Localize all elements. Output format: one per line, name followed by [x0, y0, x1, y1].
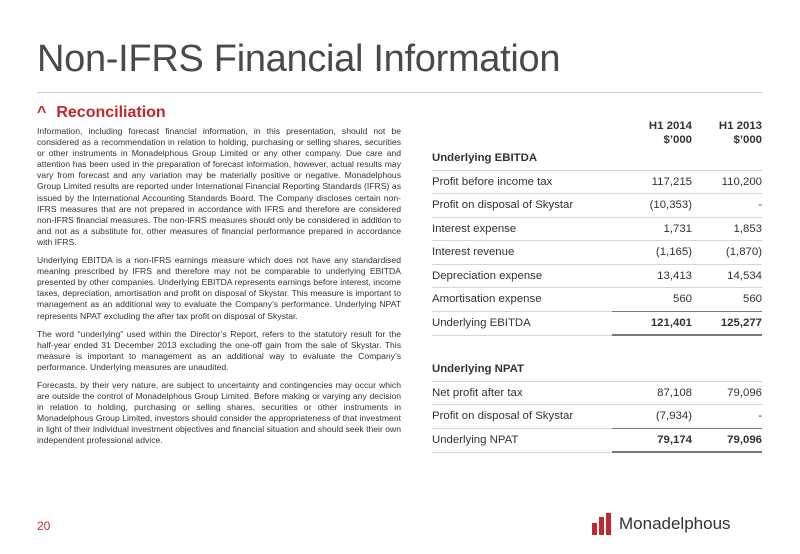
reconciliation-table [432, 117, 762, 453]
section-heading-npat: Underlying NPAT [432, 363, 524, 376]
logo-mark-icon [592, 513, 613, 535]
total-label: Underlying NPAT [432, 428, 612, 452]
table-total-row [432, 428, 762, 452]
table-header-row [432, 117, 762, 147]
title-divider [37, 92, 762, 93]
row-label: Net profit after tax [432, 381, 612, 405]
row-value-2013: (1,870) [692, 241, 762, 265]
table-row [432, 381, 762, 405]
row-value-2013: 79,096 [692, 381, 762, 405]
row-value-2014: 13,413 [612, 264, 692, 288]
column-header-h1-2014: H1 2014 $’000 [648, 120, 692, 146]
row-value-2014: (1,165) [612, 241, 692, 265]
row-value-2014: 1,731 [612, 217, 692, 241]
row-value-2014: 87,108 [612, 381, 692, 405]
table-row [432, 288, 762, 312]
paragraph: The word “underlying” used within the Director’s Report, refers to the statutory result for the half-year ended 31 December 2013 excluding the one-off gain from the sale of Skystar. This measure is important to management as an additional way to evaluate the Company’s performance. Underlying measures are unaudited. [37, 328, 401, 372]
total-value-2014: 121,401 [612, 311, 692, 335]
row-value-2014: (7,934) [612, 405, 692, 429]
column-header-h1-2013: H1 2013 $’000 [718, 120, 762, 146]
logo-text: Monadelphous [619, 514, 731, 533]
total-label: Underlying EBITDA [432, 311, 612, 335]
section-heading [37, 104, 166, 122]
row-label: Interest revenue [432, 241, 612, 265]
table-total-row [432, 311, 762, 335]
table-row [432, 170, 762, 194]
table-row [432, 241, 762, 265]
row-value-2014: 117,215 [612, 170, 692, 194]
section-heading-row [432, 147, 762, 170]
table-row [432, 405, 762, 429]
disclaimer-text [37, 126, 401, 454]
table-row [432, 194, 762, 218]
row-value-2013: 560 [692, 288, 762, 312]
row-label: Profit on disposal of Skystar [432, 405, 612, 429]
row-value-2013: - [692, 194, 762, 218]
row-label: Amortisation expense [432, 288, 612, 312]
section-heading-row [432, 358, 762, 381]
total-value-2013: 125,277 [692, 311, 762, 335]
paragraph: Underlying EBITDA is a non-IFRS earnings measure which does not have any standardised meaning prescribed by IFRS and therefore may not be comparable to underlying EBITDA presented by other companies. Underlying EBITDA represents earnings before interest, income taxes, depreciation, amortisation and profit on disposal of Skystar. This measure is important to management as an additional way to evaluate the Company’s performance. Underlying NPAT represents NPAT excluding the after tax profit on disposal of Skystar. [37, 255, 401, 321]
row-label: Profit on disposal of Skystar [432, 194, 612, 218]
total-value-2013: 79,096 [692, 428, 762, 452]
page-title: Non-IFRS Financial Information [37, 38, 561, 80]
row-value-2013: 110,200 [692, 170, 762, 194]
table-row [432, 264, 762, 288]
table-row [432, 217, 762, 241]
row-value-2014: (10,353) [612, 194, 692, 218]
row-value-2014: 560 [612, 288, 692, 312]
header-label-cell [432, 117, 612, 147]
row-value-2013: 1,853 [692, 217, 762, 241]
company-logo [592, 513, 731, 535]
paragraph: Forecasts, by their very nature, are subject to uncertainty and contingencies may occur which are outside the control of Monadelphous Group Limited. Before making or varying any decision in relation to holding, purchasing or selling shares, securities or other instruments in Monadelphous Group Limited, investors should consider the appropriateness of that investment in light of their individual investment objectives and financial situation and should seek their own independent professional advice. [37, 379, 401, 446]
total-value-2014: 79,174 [612, 428, 692, 452]
paragraph: Information, including forecast financial information, in this presentation, should not be considered as a recommendation in relation to holding, purchasing or selling shares, securities or other instruments in Monadelphous Group Limited or any other company. Due care and attention has been used in the preparation of forecast information, however, actual results may vary from forecast and any variation may be materially positive or negative. Monadelphous Group Limited results are reported under International Financial Reporting Standards (IFRS) as issued by the International Accounting Standards Board. The Company discloses certain non-IFRS measures that are not prepared in accordance with IFRS and therefore are considered non-IFRS financial measures. The non-IFRS measures should only be considered in addition to and not as a substitute for, other measures of financial performance prepared in accordance with IFRS. [37, 126, 401, 247]
row-label: Interest expense [432, 217, 612, 241]
page-number: 20 [37, 519, 51, 533]
row-value-2013: 14,534 [692, 264, 762, 288]
row-value-2013: - [692, 405, 762, 429]
table-spacer [432, 335, 762, 358]
row-label: Profit before income tax [432, 170, 612, 194]
section-heading-ebitda: Underlying EBITDA [432, 152, 538, 165]
section-heading-label: Reconciliation [56, 104, 166, 121]
caret-up-icon: ^ [37, 104, 47, 121]
row-label: Depreciation expense [432, 264, 612, 288]
